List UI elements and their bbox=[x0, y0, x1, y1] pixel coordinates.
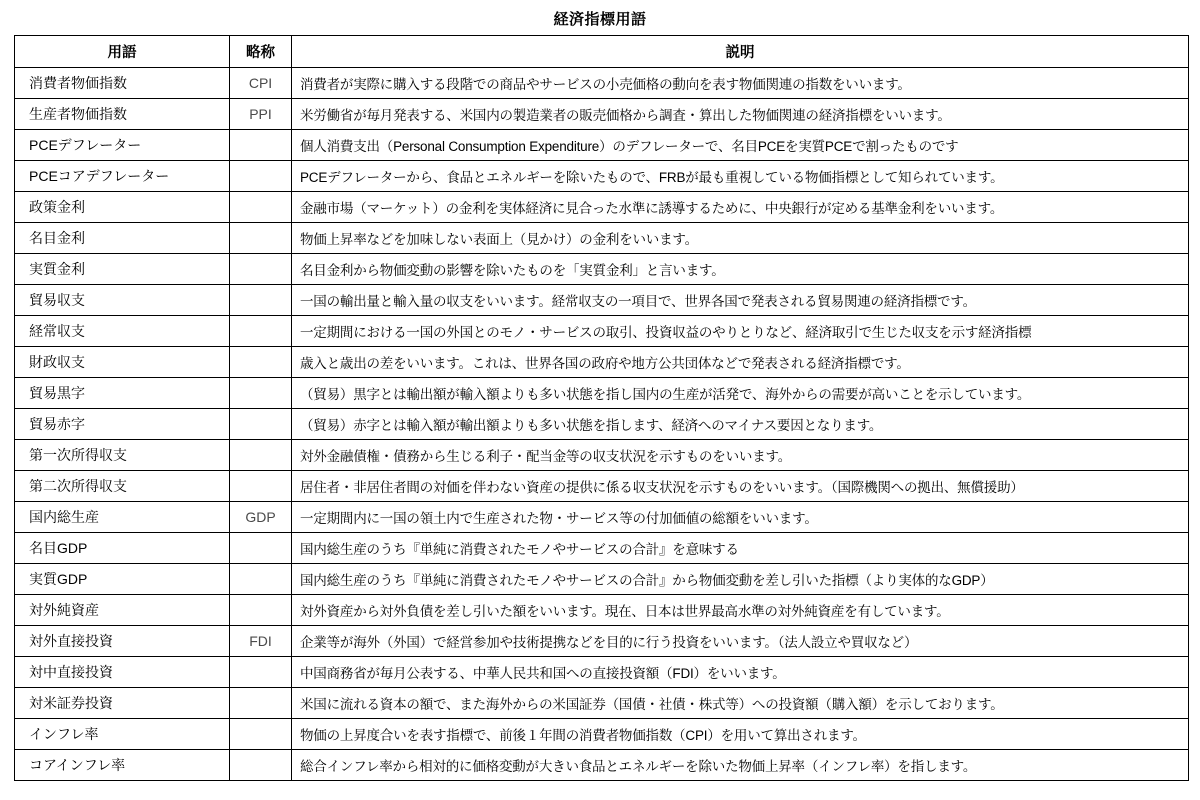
cell-abbr bbox=[230, 130, 292, 161]
cell-abbr: CPI bbox=[230, 68, 292, 99]
cell-term: 第一次所得収支 bbox=[15, 440, 230, 471]
table-row bbox=[15, 161, 1189, 192]
table-row bbox=[15, 626, 1189, 657]
cell-abbr bbox=[230, 192, 292, 223]
table-row bbox=[15, 440, 1189, 471]
table-row bbox=[15, 223, 1189, 254]
cell-description: 消費者が実際に購入する段階での商品やサービスの小売価格の動向を表す物価関連の指数をいいます。 bbox=[292, 68, 1189, 99]
table-row bbox=[15, 192, 1189, 223]
cell-term: 第二次所得収支 bbox=[15, 471, 230, 502]
cell-term: 財政収支 bbox=[15, 347, 230, 378]
table-row bbox=[15, 68, 1189, 99]
cell-abbr bbox=[230, 409, 292, 440]
cell-term: 対中直接投資 bbox=[15, 657, 230, 688]
cell-description: 歳入と歳出の差をいいます。これは、世界各国の政府や地方公共団体などで発表される経済指標です。 bbox=[292, 347, 1189, 378]
cell-description: 個人消費支出（Personal Consumption Expenditure）のデフレーターで、名目PCEを実質PCEで割ったものです bbox=[292, 130, 1189, 161]
cell-description: 物価の上昇度合いを表す指標で、前後１年間の消費者物価指数（CPI）を用いて算出されます。 bbox=[292, 719, 1189, 750]
cell-term: 国内総生産 bbox=[15, 502, 230, 533]
table-body bbox=[15, 68, 1189, 781]
cell-description: 一定期間における一国の外国とのモノ・サービスの取引、投資収益のやりとりなど、経済取引で生じた収支を示す経済指標 bbox=[292, 316, 1189, 347]
cell-description: 名目金利から物価変動の影響を除いたものを「実質金利」と言います。 bbox=[292, 254, 1189, 285]
cell-description: 一国の輸出量と輸入量の収支をいいます。経常収支の一項目で、世界各国で発表される貿易関連の経済指標です。 bbox=[292, 285, 1189, 316]
cell-term: PCEデフレーター bbox=[15, 130, 230, 161]
cell-term: 対外直接投資 bbox=[15, 626, 230, 657]
economic-terms-table bbox=[14, 35, 1189, 781]
column-header-description: 説明 bbox=[292, 36, 1189, 68]
cell-description: 中国商務省が毎月公表する、中華人民共和国への直接投資額（FDI）をいいます。 bbox=[292, 657, 1189, 688]
table-row bbox=[15, 99, 1189, 130]
cell-abbr bbox=[230, 378, 292, 409]
table-row bbox=[15, 564, 1189, 595]
cell-description: 対外金融債権・債務から生じる利子・配当金等の収支状況を示すものをいいます。 bbox=[292, 440, 1189, 471]
cell-term: 生産者物価指数 bbox=[15, 99, 230, 130]
cell-term: PCEコアデフレーター bbox=[15, 161, 230, 192]
cell-abbr bbox=[230, 285, 292, 316]
cell-description: 米国に流れる資本の額で、また海外からの米国証券（国債・社債・株式等）への投資額（購入額）を示しております。 bbox=[292, 688, 1189, 719]
cell-description: 居住者・非居住者間の対価を伴わない資産の提供に係る収支状況を示すものをいいます。（国際機関への拠出、無償援助） bbox=[292, 471, 1189, 502]
cell-term: 経常収支 bbox=[15, 316, 230, 347]
cell-abbr bbox=[230, 657, 292, 688]
table-row bbox=[15, 719, 1189, 750]
cell-abbr bbox=[230, 347, 292, 378]
cell-term: インフレ率 bbox=[15, 719, 230, 750]
cell-abbr bbox=[230, 316, 292, 347]
cell-term: 政策金利 bbox=[15, 192, 230, 223]
column-header-term: 用語 bbox=[15, 36, 230, 68]
cell-term: 対米証券投資 bbox=[15, 688, 230, 719]
cell-description: 金融市場（マーケット）の金利を実体経済に見合った水準に誘導するために、中央銀行が定める基準金利をいいます。 bbox=[292, 192, 1189, 223]
cell-abbr bbox=[230, 750, 292, 781]
table-row bbox=[15, 130, 1189, 161]
cell-description: 一定期間内に一国の領土内で生産された物・サービス等の付加価値の総額をいいます。 bbox=[292, 502, 1189, 533]
cell-term: 実質金利 bbox=[15, 254, 230, 285]
cell-abbr bbox=[230, 688, 292, 719]
cell-description: （貿易）赤字とは輸入額が輸出額よりも多い状態を指します、経済へのマイナス要因となります。 bbox=[292, 409, 1189, 440]
cell-description: 米労働省が毎月発表する、米国内の製造業者の販売価格から調査・算出した物価関連の経済指標をいいます。 bbox=[292, 99, 1189, 130]
cell-abbr bbox=[230, 471, 292, 502]
cell-term: 名目GDP bbox=[15, 533, 230, 564]
cell-description: 国内総生産のうち『単純に消費されたモノやサービスの合計』を意味する bbox=[292, 533, 1189, 564]
cell-term: 貿易赤字 bbox=[15, 409, 230, 440]
table-row bbox=[15, 595, 1189, 626]
cell-abbr bbox=[230, 161, 292, 192]
cell-term: 対外純資産 bbox=[15, 595, 230, 626]
cell-term: 実質GDP bbox=[15, 564, 230, 595]
cell-abbr: GDP bbox=[230, 502, 292, 533]
cell-term: 貿易収支 bbox=[15, 285, 230, 316]
cell-description: 企業等が海外（外国）で経営参加や技術提携などを目的に行う投資をいいます。（法人設立や買収など） bbox=[292, 626, 1189, 657]
cell-abbr: PPI bbox=[230, 99, 292, 130]
cell-description: PCEデフレーターから、食品とエネルギーを除いたもので、FRBが最も重視している物価指標として知られています。 bbox=[292, 161, 1189, 192]
cell-abbr: FDI bbox=[230, 626, 292, 657]
table-row bbox=[15, 688, 1189, 719]
cell-description: 総合インフレ率から相対的に価格変動が大きい食品とエネルギーを除いた物価上昇率（インフレ率）を指します。 bbox=[292, 750, 1189, 781]
table-row bbox=[15, 285, 1189, 316]
cell-term: コアインフレ率 bbox=[15, 750, 230, 781]
table-header bbox=[15, 36, 1189, 68]
table-row bbox=[15, 750, 1189, 781]
table-header-row bbox=[15, 36, 1189, 68]
cell-term: 名目金利 bbox=[15, 223, 230, 254]
cell-description: （貿易）黒字とは輸出額が輸入額よりも多い状態を指し国内の生産が活発で、海外からの需要が高いことを示しています。 bbox=[292, 378, 1189, 409]
table-row bbox=[15, 533, 1189, 564]
table-row bbox=[15, 347, 1189, 378]
cell-abbr bbox=[230, 595, 292, 626]
table-row bbox=[15, 254, 1189, 285]
table-row bbox=[15, 316, 1189, 347]
cell-abbr bbox=[230, 223, 292, 254]
table-row bbox=[15, 657, 1189, 688]
table-row bbox=[15, 471, 1189, 502]
cell-abbr bbox=[230, 440, 292, 471]
page-title: 経済指標用語 bbox=[553, 11, 647, 28]
cell-abbr bbox=[230, 719, 292, 750]
table-row bbox=[15, 378, 1189, 409]
cell-description: 物価上昇率などを加味しない表面上（見かけ）の金利をいいます。 bbox=[292, 223, 1189, 254]
table-row bbox=[15, 502, 1189, 533]
cell-abbr bbox=[230, 533, 292, 564]
table-container bbox=[0, 35, 1200, 781]
column-header-abbr: 略称 bbox=[230, 36, 292, 68]
cell-abbr bbox=[230, 564, 292, 595]
cell-abbr bbox=[230, 254, 292, 285]
cell-term: 消費者物価指数 bbox=[15, 68, 230, 99]
table-row bbox=[15, 409, 1189, 440]
cell-term: 貿易黒字 bbox=[15, 378, 230, 409]
cell-description: 対外資産から対外負債を差し引いた額をいいます。現在、日本は世界最高水準の対外純資産を有しています。 bbox=[292, 595, 1189, 626]
cell-description: 国内総生産のうち『単純に消費されたモノやサービスの合計』から物価変動を差し引いた指標（より実体的なGDP） bbox=[292, 564, 1189, 595]
